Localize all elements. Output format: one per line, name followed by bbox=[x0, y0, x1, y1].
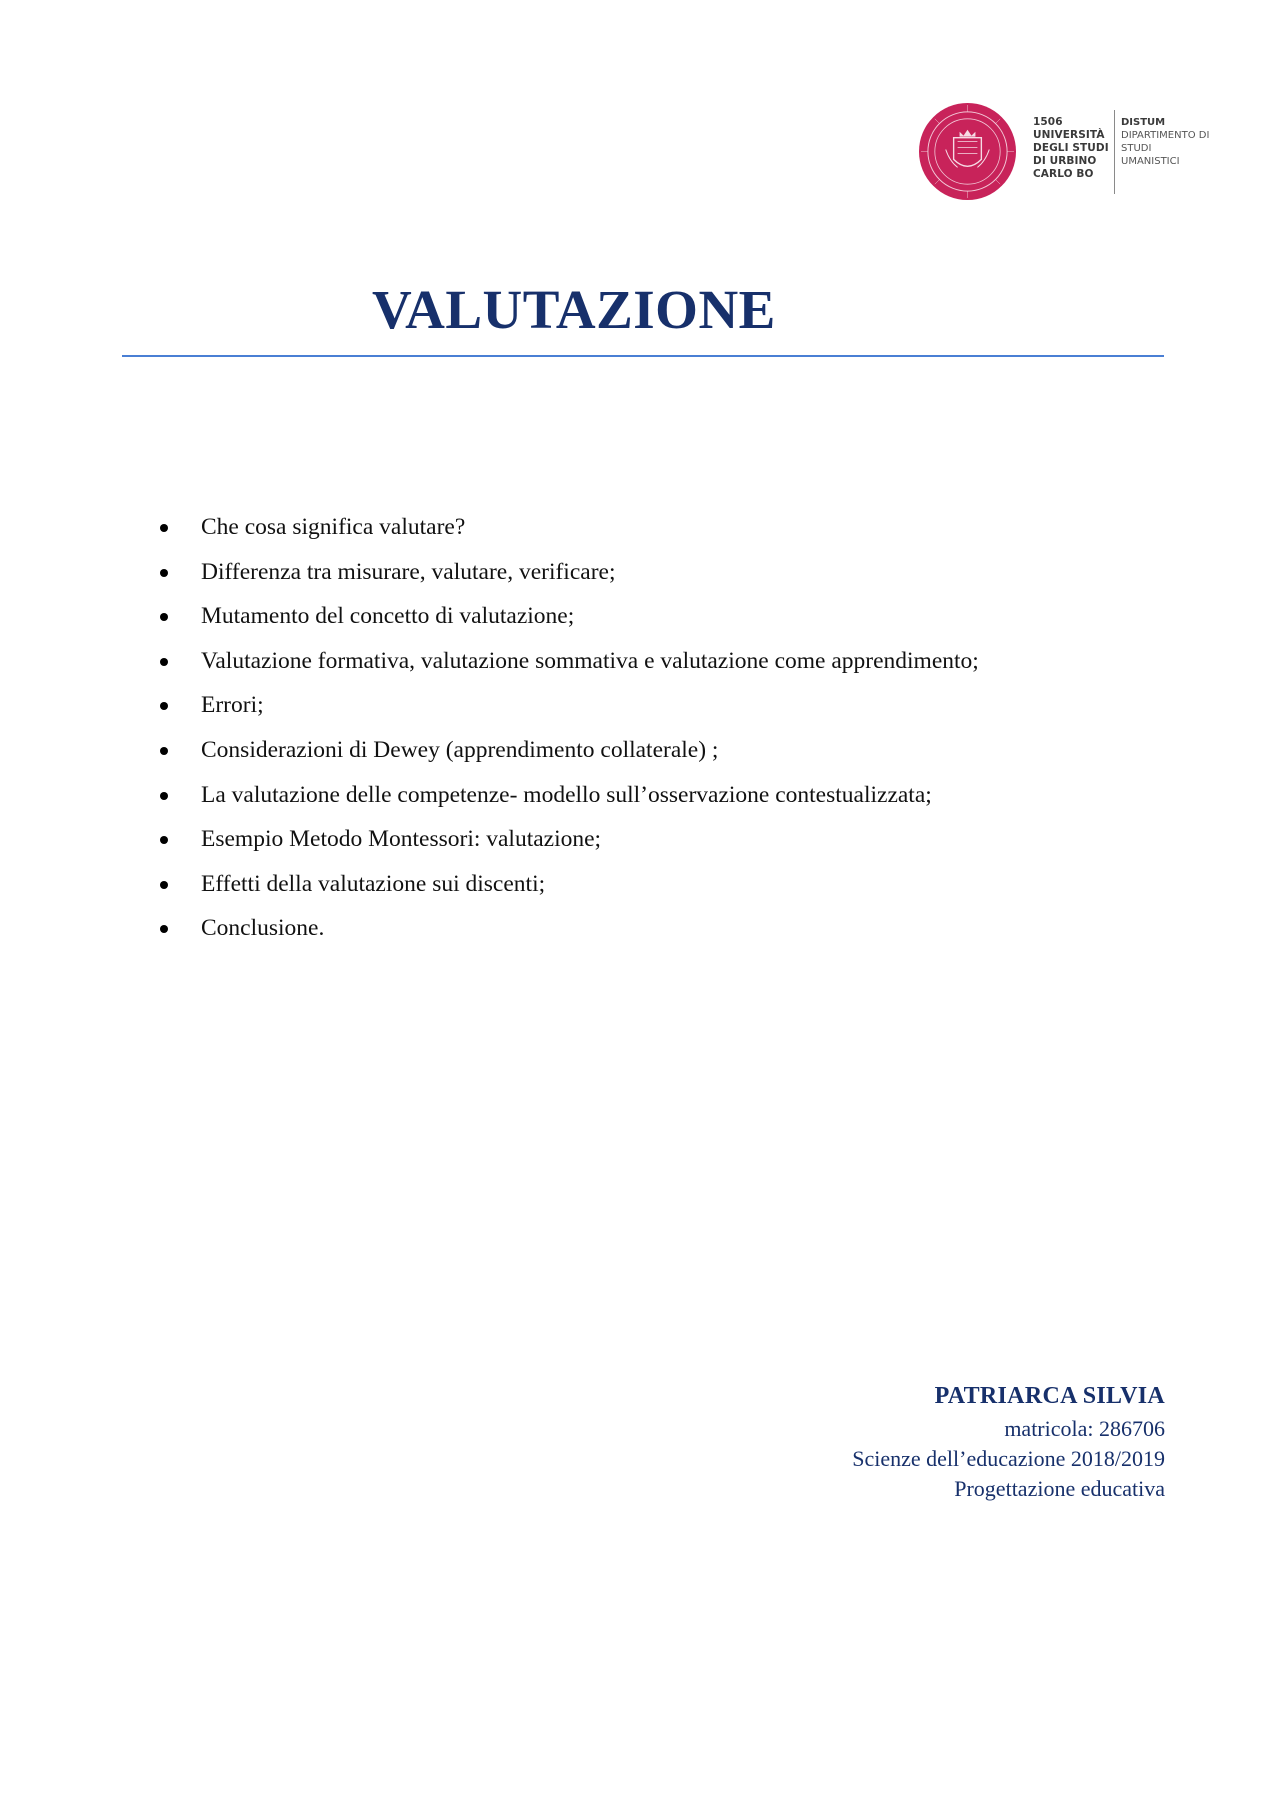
logo-university-line: UNIVERSITÀ bbox=[1033, 129, 1105, 141]
title-underline bbox=[122, 355, 1164, 357]
page-title: VALUTAZIONE bbox=[372, 279, 776, 340]
logo-department-line: DIPARTIMENTO DI bbox=[1121, 130, 1210, 141]
bullet-icon bbox=[160, 836, 168, 844]
university-logo bbox=[918, 102, 1218, 202]
author-matricola: matricola: 286706 bbox=[1004, 1416, 1165, 1441]
bullet-icon bbox=[160, 658, 168, 666]
list-item-text: Esempio Metodo Montessori: valutazione; bbox=[201, 826, 602, 853]
bullet-icon bbox=[160, 702, 168, 710]
logo-department-short: DISTUM bbox=[1121, 117, 1166, 128]
logo-year: 1506 bbox=[1033, 116, 1063, 128]
bullet-icon bbox=[160, 792, 168, 800]
logo-university-line: CARLO BO bbox=[1033, 168, 1094, 180]
logo-divider bbox=[1114, 110, 1115, 194]
list-item-text: Effetti della valutazione sui discenti; bbox=[201, 870, 546, 897]
bullet-icon bbox=[160, 613, 168, 621]
author-subject: Progettazione educativa bbox=[954, 1476, 1165, 1501]
university-seal-icon bbox=[918, 102, 1017, 201]
department-name bbox=[1121, 116, 1209, 168]
logo-university-line: DI URBINO bbox=[1033, 155, 1097, 167]
list-item-text: Valutazione formativa, valutazione sommativa e valutazione come apprendimento; bbox=[201, 647, 979, 674]
university-name bbox=[1033, 116, 1109, 181]
list-item-text: La valutazione delle competenze- modello sull’osservazione contestualizzata; bbox=[201, 781, 932, 808]
bullet-icon bbox=[160, 569, 168, 577]
bullet-icon bbox=[160, 524, 168, 532]
logo-department-line: STUDI bbox=[1121, 143, 1152, 154]
author-name: PATRIARCA SILVIA bbox=[934, 1383, 1165, 1409]
author-course: Scienze dell’educazione 2018/2019 bbox=[852, 1446, 1165, 1471]
list-item-text: Differenza tra misurare, valutare, verificare; bbox=[201, 558, 616, 585]
bullet-icon bbox=[160, 925, 168, 933]
logo-university-line: DEGLI STUDI bbox=[1033, 142, 1109, 154]
logo-department-line: UMANISTICI bbox=[1121, 156, 1180, 167]
list-item-text: Considerazioni di Dewey (apprendimento collaterale) ; bbox=[201, 736, 719, 763]
author-block bbox=[852, 1378, 1165, 1504]
list-item-text: Che cosa significa valutare? bbox=[201, 514, 466, 540]
bullet-icon bbox=[160, 881, 168, 889]
list-item-text: Errori; bbox=[201, 692, 264, 719]
list-item-text: Conclusione. bbox=[201, 915, 325, 942]
list-item-text: Mutamento del concetto di valutazione; bbox=[201, 603, 575, 630]
bullet-icon bbox=[160, 747, 168, 755]
